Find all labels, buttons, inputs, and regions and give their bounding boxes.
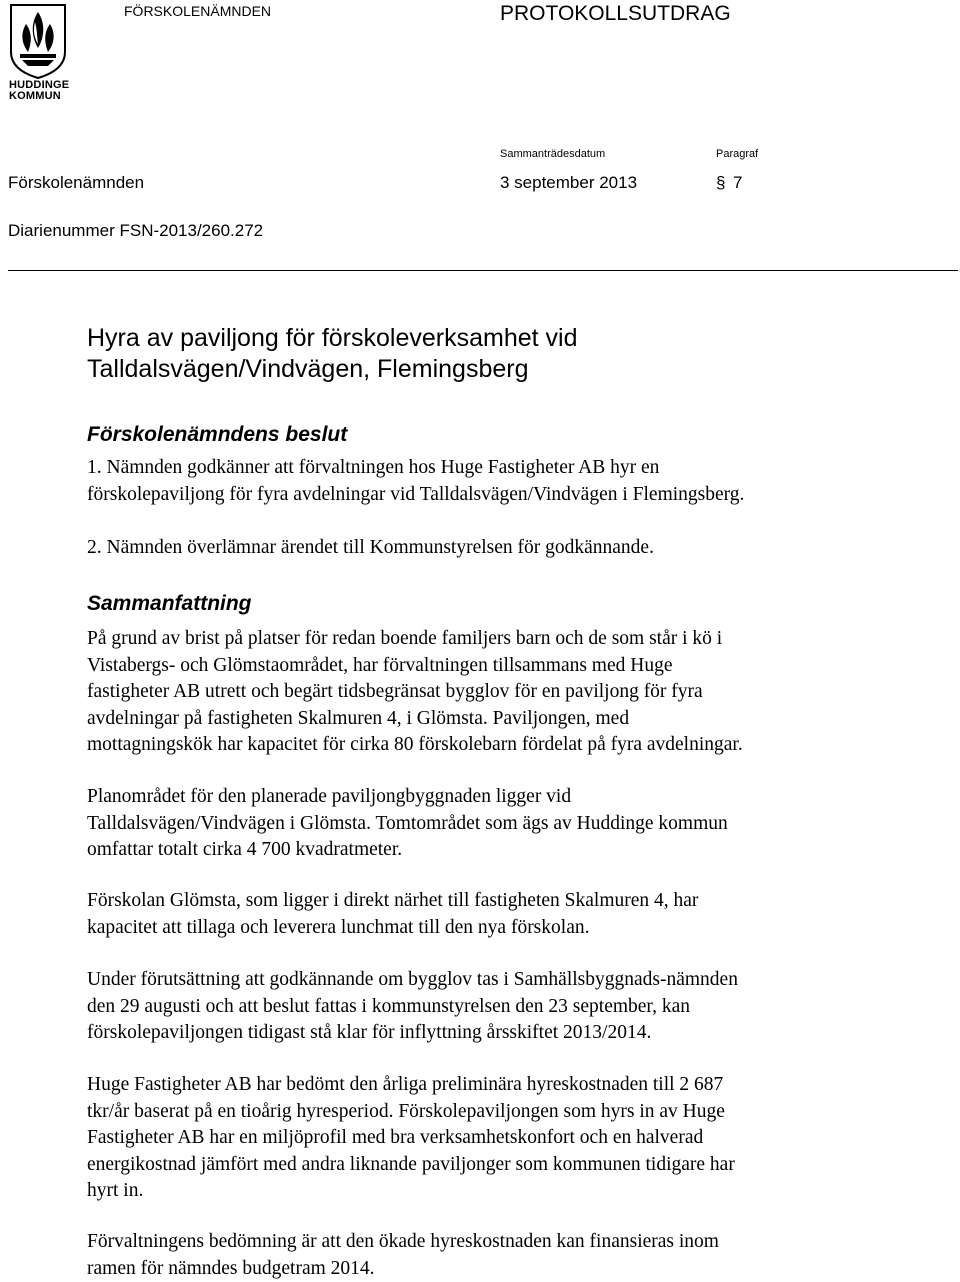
coat-of-arms-icon: [8, 2, 68, 80]
summary-paragraph-4: [87, 967, 947, 1047]
summary-paragraph-3: [87, 888, 947, 941]
diary-number: Diarienummer FSN-2013/260.272: [8, 221, 263, 241]
decision-heading: Förskolenämndens beslut: [87, 423, 347, 447]
meeting-date-label: Sammanträdesdatum: [500, 148, 605, 160]
summary-paragraph-2: [87, 784, 947, 864]
text-line: Talldalsvägen/Vindvägen i Glömsta. Tomtområdet som ägs av Huddinge kommun: [87, 811, 947, 838]
decision-item-2: [87, 535, 947, 562]
paragraph-number: 7: [733, 173, 742, 193]
logo-text-line-1: HUDDINGE: [9, 80, 68, 91]
text-line: Huge Fastigheter AB har bedömt den årliga preliminära hyreskostnaden till 2 687: [87, 1072, 947, 1099]
summary-paragraph-6: [87, 1229, 947, 1282]
text-line: ramen för nämndes budgetram 2014.: [87, 1256, 947, 1282]
text-line: Planområdet för den planerade paviljongbyggnaden ligger vid: [87, 784, 947, 811]
text-line: fastigheter AB utrett och begärt tidsbegränsat bygglov för en paviljong för fyra: [87, 679, 947, 706]
organization-name: Förskolenämnden: [8, 173, 144, 193]
text-line: kapacitet att tillaga och leverera lunchmat till den nya förskolan.: [87, 915, 947, 942]
title-line: Hyra av paviljong för förskoleverksamhet vid: [87, 323, 577, 354]
text-line: 1. Nämnden godkänner att förvaltningen hos Huge Fastigheter AB hyr en: [87, 455, 947, 482]
summary-heading: Sammanfattning: [87, 592, 252, 616]
text-line: På grund av brist på platser för redan boende familjers barn och de som står i kö i: [87, 626, 947, 653]
document-title: [87, 323, 577, 385]
text-line: Förskolan Glömsta, som ligger i direkt närhet till fastigheten Skalmuren 4, har: [87, 888, 947, 915]
logo-text-line-2: KOMMUN: [9, 91, 68, 102]
text-line: 2. Nämnden överlämnar ärendet till Kommunstyrelsen för godkännande.: [87, 535, 947, 562]
text-line: förskolepaviljongen tidigast stå klar för inflyttning årsskiftet 2013/2014.: [87, 1020, 947, 1047]
title-line: Talldalsvägen/Vindvägen, Flemingsberg: [87, 354, 577, 385]
summary-paragraph-5: [87, 1072, 947, 1205]
text-line: den 29 augusti och att beslut fattas i kommunstyrelsen den 23 september, kan: [87, 994, 947, 1021]
text-line: hyrt in.: [87, 1178, 947, 1205]
text-line: tkr/år baserat på en tioårig hyresperiod. Förskolepaviljongen som hyrs in av Huge: [87, 1099, 947, 1126]
huddinge-kommun-logo: [8, 2, 68, 108]
text-line: Fastigheter AB har en miljöprofil med bra verksamhetskonfort och en halverad: [87, 1125, 947, 1152]
header-divider: [8, 270, 958, 271]
paragraph-label: Paragraf: [716, 148, 758, 160]
text-line: förskolepaviljong för fyra avdelningar vid Talldalsvägen/Vindvägen i Flemingsberg.: [87, 482, 947, 509]
text-line: Under förutsättning att godkännande om bygglov tas i Samhällsbyggnads-nämnden: [87, 967, 947, 994]
text-line: avdelningar på fastigheten Skalmuren 4, i Glömsta. Paviljongen, med: [87, 706, 947, 733]
text-line: energikostnad jämfört med andra liknande paviljonger som kommunen tidigare har: [87, 1152, 947, 1179]
text-line: Vistabergs- och Glömstaområdet, har förvaltningen tillsammans med Huge: [87, 653, 947, 680]
decision-item-1: [87, 455, 947, 508]
text-line: mottagningskök har kapacitet för cirka 80 förskolebarn fördelat på fyra avdelningar.: [87, 732, 947, 759]
committee-header: FÖRSKOLENÄMNDEN: [124, 3, 271, 19]
text-line: Förvaltningens bedömning är att den ökade hyreskostnaden kan finansieras inom: [87, 1229, 947, 1256]
meeting-date: 3 september 2013: [500, 173, 637, 193]
document-type: PROTOKOLLSUTDRAG: [500, 2, 731, 26]
paragraph-sign: §: [716, 173, 725, 193]
summary-paragraph-1: [87, 626, 947, 759]
text-line: omfattar totalt cirka 4 700 kvadratmeter.: [87, 837, 947, 864]
